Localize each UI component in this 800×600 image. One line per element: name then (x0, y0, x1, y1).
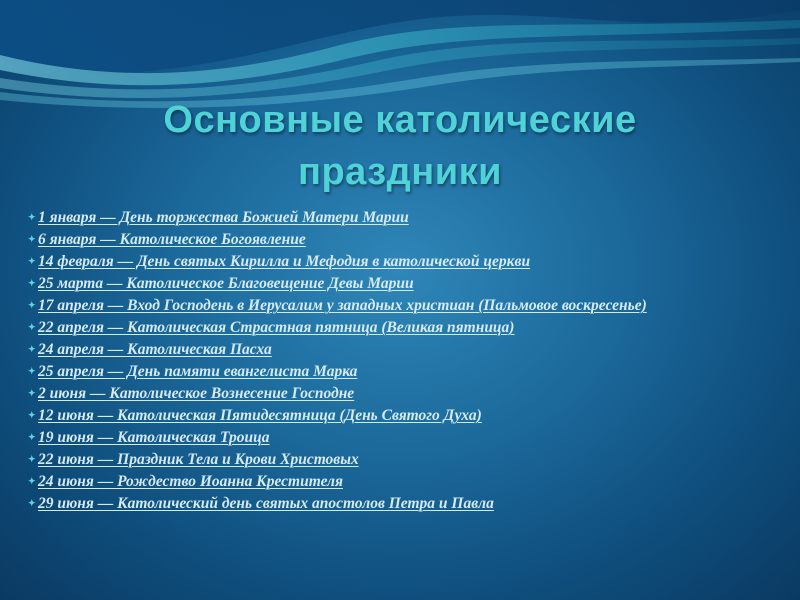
bullet-icon: ✦ (28, 344, 36, 354)
bullet-icon: ✦ (28, 300, 36, 310)
holiday-link[interactable]: 6 января — Католическое Богоявление (38, 231, 306, 248)
holiday-link[interactable]: 1 января — День торжества Божией Матери Марии (38, 209, 409, 226)
list-item (28, 494, 728, 514)
holiday-link[interactable]: 2 июня — Католическое Вознесение Господне (38, 385, 355, 402)
holiday-link[interactable]: 19 июня — Католическая Троица (38, 429, 270, 446)
list-item (28, 318, 728, 338)
list-item (28, 296, 728, 316)
holiday-link[interactable]: 17 апреля — Вход Господень в Иерусалим у западных христиан (Пальмовое воскресенье) (38, 297, 647, 314)
bullet-icon: ✦ (28, 366, 36, 376)
list-item (28, 472, 728, 492)
list-item (28, 252, 728, 272)
holiday-link[interactable]: 24 апреля — Католическая Пасха (38, 341, 272, 358)
bullet-icon: ✦ (28, 410, 36, 420)
bullet-icon: ✦ (28, 388, 36, 398)
holiday-link[interactable]: 22 апреля — Католическая Страстная пятница (Великая пятница) (38, 319, 515, 336)
holiday-list (28, 208, 728, 516)
bullet-icon: ✦ (28, 454, 36, 464)
list-item (28, 230, 728, 250)
holiday-link[interactable]: 25 апреля — День памяти евангелиста Марка (38, 363, 358, 380)
list-item (28, 406, 728, 426)
bullet-icon: ✦ (28, 322, 36, 332)
slide-title (40, 94, 760, 198)
holiday-link[interactable]: 25 марта — Католическое Благовещение Девы Марии (38, 275, 414, 292)
holiday-link[interactable]: 24 июня — Рождество Иоанна Крестителя (38, 473, 343, 490)
list-item (28, 274, 728, 294)
title-line-1: Основные католические (163, 99, 637, 141)
bullet-icon: ✦ (28, 432, 36, 442)
bullet-icon: ✦ (28, 498, 36, 508)
list-item (28, 428, 728, 448)
bullet-icon: ✦ (28, 278, 36, 288)
holiday-link[interactable]: 14 февраля — День святых Кирилла и Мефодия в католической церкви (38, 253, 531, 270)
holiday-link[interactable]: 29 июня — Католический день святых апостолов Петра и Павла (38, 495, 494, 512)
bullet-icon: ✦ (28, 476, 36, 486)
holiday-link[interactable]: 22 июня — Праздник Тела и Крови Христовых (38, 451, 359, 468)
list-item (28, 208, 728, 228)
list-item (28, 362, 728, 382)
bullet-icon: ✦ (28, 256, 36, 266)
list-item (28, 384, 728, 404)
title-line-2: праздники (298, 151, 502, 193)
bullet-icon: ✦ (28, 234, 36, 244)
list-item (28, 450, 728, 470)
bullet-icon: ✦ (28, 212, 36, 222)
list-item (28, 340, 728, 360)
holiday-link[interactable]: 12 июня — Католическая Пятидесятница (День Святого Духа) (38, 407, 482, 424)
